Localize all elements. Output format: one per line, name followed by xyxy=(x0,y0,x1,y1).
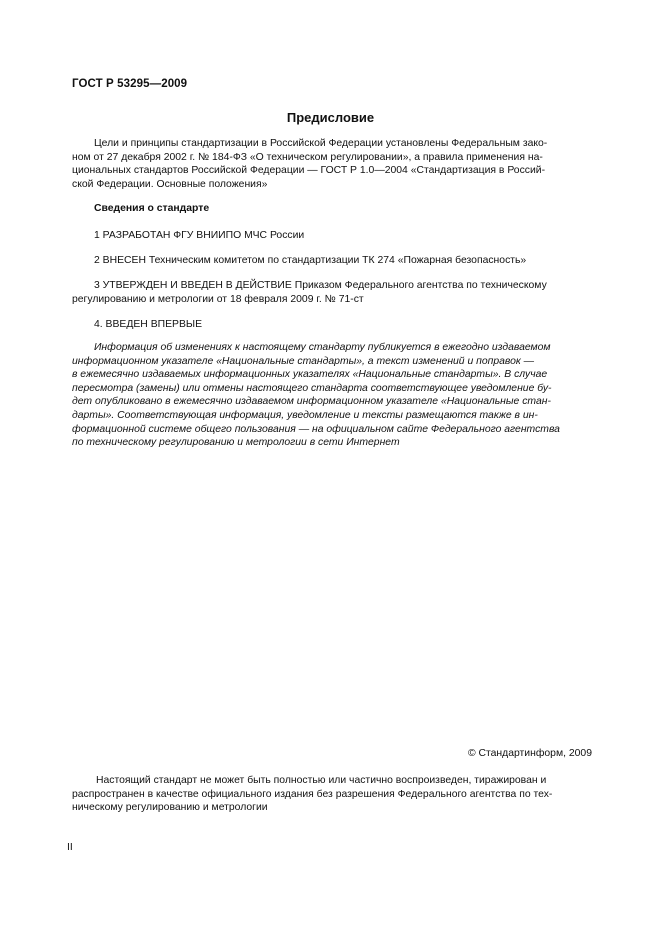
rights-line: ническому регулированию и метрологии xyxy=(72,802,268,814)
notice-line: дарты». Соответствующая информация, уведомление и тексты размещаются также в ин- xyxy=(72,409,538,421)
notice-paragraph xyxy=(72,341,591,450)
item-approved-line: 3 УТВЕРЖДЕН И ВВЕДЕН В ДЕЙСТВИЕ Приказом Федерального агентства по техническому xyxy=(94,280,547,291)
item-submitted: 2 ВНЕСЕН Техническим комитетом по стандартизации ТК 274 «Пожарная безопасность» xyxy=(94,255,527,266)
intro-line: Цели и принципы стандартизации в Российской Федерации установлены Федеральным зако- xyxy=(94,138,548,149)
item-developed: 1 РАЗРАБОТАН ФГУ ВНИИПО МЧС России xyxy=(94,230,305,241)
rights-paragraph xyxy=(72,774,591,815)
notice-line: пересмотра (замены) или отмены настоящего стандарта соответствующее уведомление бу- xyxy=(72,382,552,394)
intro-paragraph xyxy=(72,137,591,191)
notice-line: дет опубликовано в ежемесячно издаваемом информационном указателе «Национальные стан- xyxy=(72,396,551,408)
copyright-notice: © Стандартинформ, 2009 xyxy=(467,748,592,759)
item-approved-line: регулированию и метрологии от 18 февраля 2009 г. № 71-ст xyxy=(72,293,364,305)
item-approved xyxy=(72,279,591,306)
item-first-introduced: 4. ВВЕДЕН ВПЕРВЫЕ xyxy=(94,319,203,330)
document-id-header: ГОСТ Р 53295—2009 xyxy=(72,78,188,90)
intro-line: ном от 27 декабря 2002 г. № 184-ФЗ «О техническом регулировании», а правила применения на- xyxy=(72,151,543,163)
rights-line: распространен в качестве официального издания без разрешения Федерального агентства по тех- xyxy=(72,788,553,800)
notice-line: формационной системе общего пользования — на официальном сайте Федерального агентства xyxy=(72,423,560,435)
intro-line: ской Федерации. Основные положения» xyxy=(72,178,268,190)
notice-line: Информация об изменениях к настоящему стандарту публикуется в ежегодно издаваемом xyxy=(94,342,551,353)
info-heading: Сведения о стандарте xyxy=(94,203,210,214)
notice-line: по техническому регулированию и метрологии в сети Интернет xyxy=(72,437,400,449)
rights-line: Настоящий стандарт не может быть полностью или частично воспроизведен, тиражирован и xyxy=(96,775,547,786)
intro-line: циональных стандартов Российской Федерации — ГОСТ Р 1.0—2004 «Стандартизация в Россий- xyxy=(72,165,546,177)
notice-line: в ежемесячно издаваемых информационных указателях «Национальные стандарты». В случае xyxy=(72,369,548,381)
notice-line: информационном указателе «Национальные стандарты», а текст изменений и поправок — xyxy=(72,355,535,367)
page-title: Предисловие xyxy=(286,110,375,125)
page-number: II xyxy=(67,842,73,853)
